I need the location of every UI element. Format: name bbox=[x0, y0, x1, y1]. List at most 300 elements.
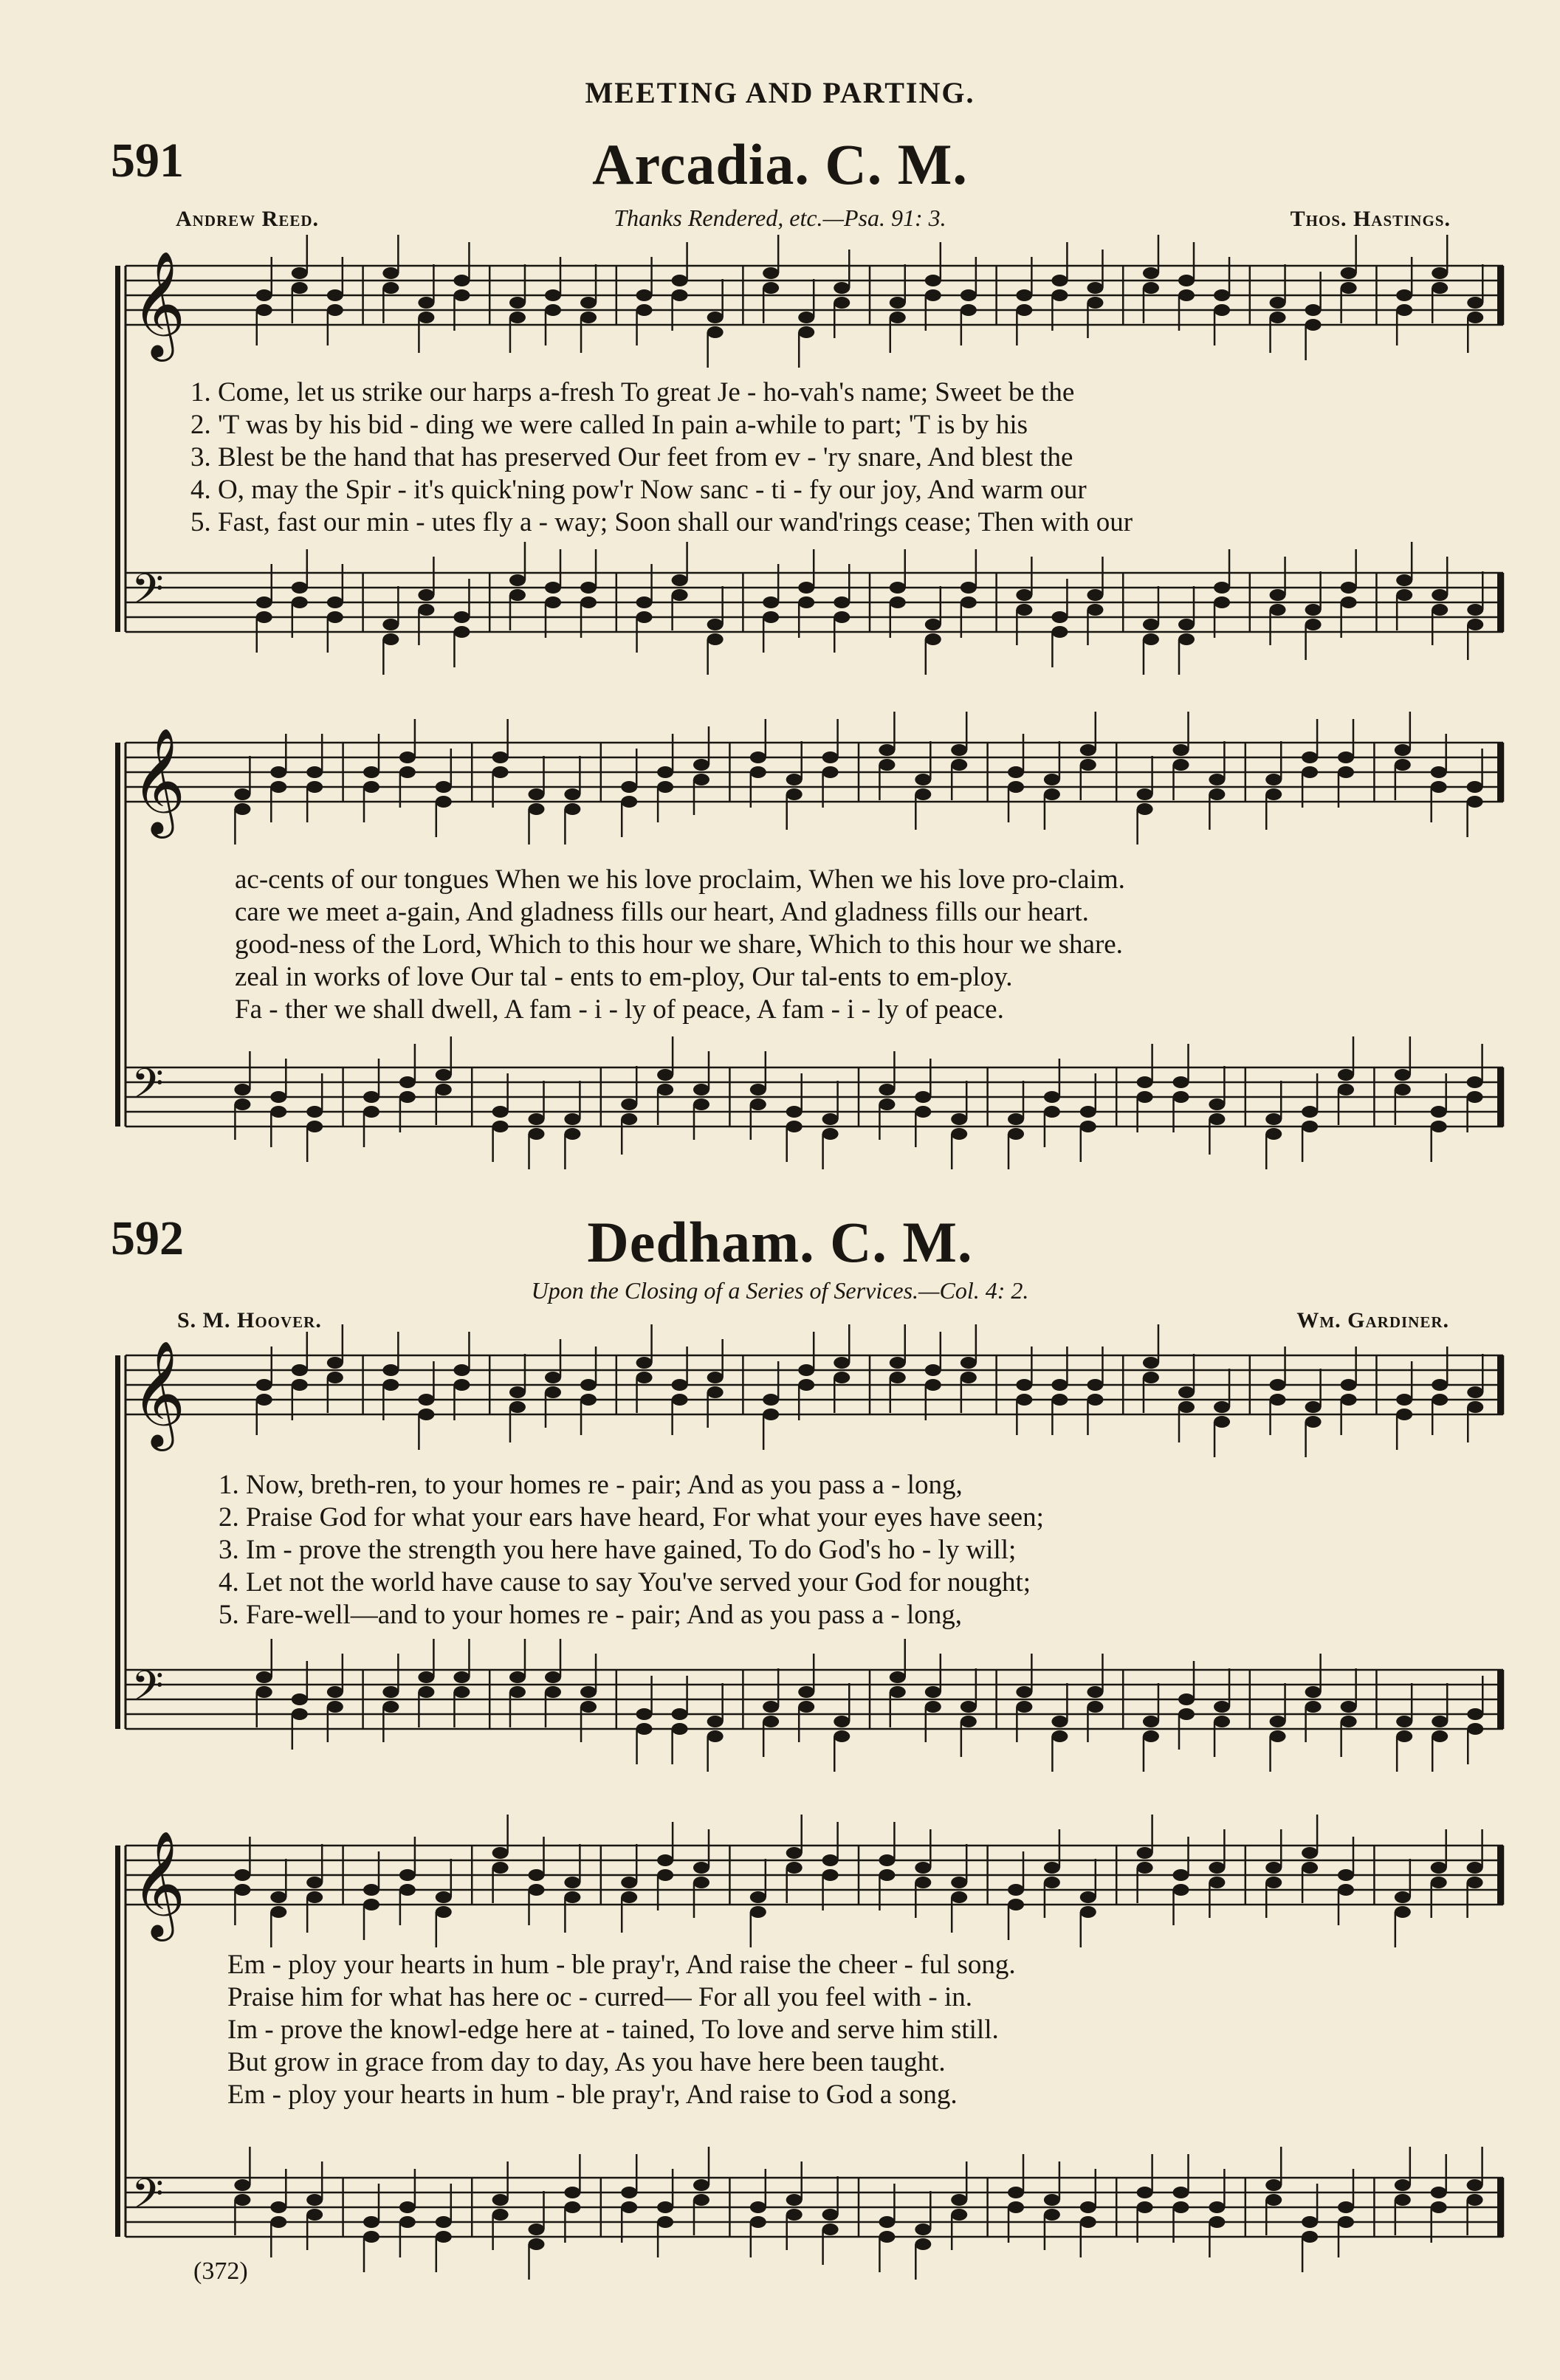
note-head bbox=[292, 596, 308, 608]
note-head bbox=[961, 596, 977, 608]
final-barline bbox=[1497, 1846, 1503, 1905]
note-head bbox=[1302, 1862, 1318, 1874]
note-head bbox=[1338, 2201, 1354, 2213]
note-head bbox=[1143, 282, 1159, 294]
note-head bbox=[1178, 1708, 1195, 1720]
note-head bbox=[399, 1869, 416, 1881]
note-head bbox=[453, 289, 470, 301]
note-head bbox=[580, 1686, 597, 1698]
note-head bbox=[382, 1379, 399, 1391]
note-head bbox=[672, 589, 688, 601]
note-head bbox=[1044, 1091, 1060, 1103]
note-head bbox=[693, 1084, 709, 1096]
note-head bbox=[1209, 774, 1225, 785]
note-head bbox=[1016, 1394, 1032, 1406]
note-head bbox=[564, 1128, 580, 1140]
note-head bbox=[1265, 774, 1282, 785]
note-head bbox=[306, 1891, 323, 1903]
note-head bbox=[509, 1386, 526, 1398]
note-head bbox=[492, 2209, 509, 2221]
note-head bbox=[292, 1379, 308, 1391]
note-head bbox=[1143, 1716, 1159, 1727]
note-head bbox=[1305, 1686, 1322, 1698]
note-head bbox=[363, 1899, 379, 1910]
bass-clef-icon: 𝄢 bbox=[131, 565, 164, 624]
note-head bbox=[822, 1128, 839, 1140]
note-head bbox=[693, 2179, 709, 2191]
note-head bbox=[915, 788, 931, 800]
note-head bbox=[1338, 752, 1354, 763]
hymn-number-591: 591 bbox=[111, 134, 184, 188]
note-head bbox=[1214, 1701, 1230, 1713]
bass-clef-icon: 𝄢 bbox=[131, 1662, 164, 1721]
system-brace bbox=[115, 266, 120, 632]
note-head bbox=[1143, 1730, 1159, 1742]
note-head bbox=[822, 752, 839, 763]
note-head bbox=[621, 796, 637, 808]
note-head bbox=[951, 1891, 967, 1903]
note-head bbox=[1467, 2179, 1483, 2191]
note-head bbox=[363, 766, 379, 778]
note-head bbox=[1143, 1372, 1159, 1383]
note-head bbox=[1302, 1121, 1318, 1132]
note-head bbox=[822, 766, 839, 778]
note-head bbox=[1467, 619, 1483, 630]
note-head bbox=[672, 574, 688, 586]
note-head bbox=[707, 1386, 724, 1398]
note-head bbox=[270, 2216, 286, 2228]
note-head bbox=[306, 781, 323, 793]
note-head bbox=[270, 2201, 286, 2213]
note-head bbox=[657, 1084, 673, 1096]
note-head bbox=[1431, 1877, 1447, 1888]
note-head bbox=[418, 1671, 434, 1683]
note-head bbox=[1143, 1357, 1159, 1369]
note-head bbox=[951, 1128, 967, 1140]
note-head bbox=[564, 803, 580, 815]
note-head bbox=[399, 1076, 416, 1088]
note-head bbox=[786, 1106, 803, 1118]
note-head bbox=[529, 1869, 545, 1881]
note-head bbox=[564, 1891, 580, 1903]
note-head bbox=[453, 1364, 470, 1376]
note-head bbox=[234, 788, 250, 800]
note-head bbox=[750, 1098, 766, 1110]
note-head bbox=[1173, 2201, 1189, 2213]
note-head bbox=[621, 1891, 637, 1903]
note-head bbox=[750, 1891, 766, 1903]
note-head bbox=[382, 619, 399, 630]
note-head bbox=[1143, 619, 1159, 630]
verse-line: good-ness of the Lord, Which to this hour we share, Which to this hour we share. bbox=[235, 929, 1123, 960]
note-head bbox=[564, 788, 580, 800]
note-head bbox=[1051, 1379, 1068, 1391]
note-head bbox=[492, 1106, 509, 1118]
subtitle-592: Upon the Closing of a Series of Services.—Col. 4: 2. bbox=[531, 1277, 1029, 1304]
note-head bbox=[1270, 589, 1286, 601]
note-head bbox=[399, 1884, 416, 1896]
note-head bbox=[418, 1394, 434, 1406]
verse-line: 1. Now, breth-ren, to your homes re - pair; And as you pass a - long, bbox=[219, 1470, 963, 1500]
note-head bbox=[327, 1372, 343, 1383]
note-head bbox=[1396, 574, 1412, 586]
note-head bbox=[1051, 289, 1068, 301]
note-head bbox=[1173, 1869, 1189, 1881]
note-head bbox=[306, 1877, 323, 1888]
verse-line: 4. O, may the Spir - it's quick'ning pow'r Now sanc - ti - fy our joy, And warm our bbox=[190, 475, 1087, 505]
note-head bbox=[961, 1716, 977, 1727]
note-head bbox=[1302, 766, 1318, 778]
note-head bbox=[363, 1091, 379, 1103]
note-head bbox=[879, 744, 895, 756]
note-head bbox=[951, 1113, 967, 1125]
note-head bbox=[951, 1877, 967, 1888]
note-head bbox=[1008, 1113, 1024, 1125]
note-head bbox=[1016, 604, 1032, 616]
note-head bbox=[1137, 1091, 1153, 1103]
note-head bbox=[890, 596, 906, 608]
note-head bbox=[672, 1394, 688, 1406]
note-head bbox=[509, 312, 526, 323]
note-head bbox=[418, 589, 434, 601]
note-head bbox=[1214, 289, 1230, 301]
treble-clef-icon: 𝄞 bbox=[131, 1831, 186, 1937]
note-head bbox=[256, 304, 272, 316]
note-head bbox=[657, 781, 673, 793]
note-head bbox=[529, 788, 545, 800]
note-head bbox=[1395, 759, 1411, 771]
note-head bbox=[1305, 619, 1322, 630]
note-head bbox=[621, 2201, 637, 2213]
author-592: S. M. Hoover. bbox=[177, 1308, 322, 1332]
note-head bbox=[1467, 2194, 1483, 2206]
note-head bbox=[1051, 1716, 1068, 1727]
note-head bbox=[707, 326, 724, 338]
note-head bbox=[1467, 297, 1483, 309]
final-barline bbox=[1497, 743, 1503, 802]
note-head bbox=[890, 582, 906, 594]
note-head bbox=[890, 1686, 906, 1698]
final-barline bbox=[1497, 2178, 1503, 2237]
note-head bbox=[1008, 1884, 1024, 1896]
note-head bbox=[1214, 582, 1230, 594]
note-head bbox=[453, 1671, 470, 1683]
note-head bbox=[399, 766, 416, 778]
page-number: (372) bbox=[193, 2257, 248, 2285]
running-head: MEETING AND PARTING. bbox=[585, 76, 975, 109]
note-head bbox=[545, 1386, 561, 1398]
note-head bbox=[1305, 1416, 1322, 1428]
note-head bbox=[925, 1379, 941, 1391]
verse-line: zeal in works of love Our tal - ents to em-ploy, Our tal-ents to em-ploy. bbox=[235, 962, 1013, 992]
note-head bbox=[798, 1686, 814, 1698]
note-head bbox=[436, 2216, 452, 2228]
note-head bbox=[292, 1364, 308, 1376]
note-head bbox=[951, 2194, 967, 2206]
note-head bbox=[693, 1098, 709, 1110]
note-head bbox=[1432, 604, 1448, 616]
note-head bbox=[270, 781, 286, 793]
note-head bbox=[1265, 1877, 1282, 1888]
note-head bbox=[786, 788, 803, 800]
note-head bbox=[363, 1106, 379, 1118]
composer-592: Wm. Gardiner. bbox=[1296, 1308, 1449, 1332]
note-head bbox=[545, 304, 561, 316]
note-head bbox=[1087, 1379, 1103, 1391]
note-head bbox=[399, 752, 416, 763]
note-head bbox=[1087, 1394, 1103, 1406]
note-head bbox=[256, 1379, 272, 1391]
note-head bbox=[1341, 1394, 1357, 1406]
note-head bbox=[399, 1091, 416, 1103]
note-head bbox=[1016, 1701, 1032, 1713]
note-head bbox=[1302, 1847, 1318, 1859]
note-head bbox=[382, 282, 399, 294]
note-head bbox=[1143, 267, 1159, 279]
note-head bbox=[750, 1906, 766, 1918]
note-head bbox=[1051, 275, 1068, 286]
note-head bbox=[1016, 304, 1032, 316]
note-head bbox=[1338, 2216, 1354, 2228]
note-head bbox=[707, 312, 724, 323]
note-head bbox=[545, 1372, 561, 1383]
note-head bbox=[234, 803, 250, 815]
note-head bbox=[509, 297, 526, 309]
note-head bbox=[925, 1701, 941, 1713]
final-barline bbox=[1497, 573, 1503, 632]
note-head bbox=[256, 1686, 272, 1698]
note-head bbox=[1080, 1106, 1096, 1118]
note-head bbox=[621, 1113, 637, 1125]
note-head bbox=[1467, 781, 1483, 793]
final-barline bbox=[1497, 266, 1503, 325]
note-head bbox=[234, 1084, 250, 1096]
note-head bbox=[890, 312, 906, 323]
note-head bbox=[1080, 744, 1096, 756]
note-head bbox=[529, 1113, 545, 1125]
note-head bbox=[1137, 1076, 1153, 1088]
note-head bbox=[453, 275, 470, 286]
note-head bbox=[492, 1862, 509, 1874]
note-head bbox=[798, 1364, 814, 1376]
note-head bbox=[580, 596, 597, 608]
note-head bbox=[382, 267, 399, 279]
note-head bbox=[822, 1113, 839, 1125]
note-head bbox=[951, 759, 967, 771]
note-head bbox=[306, 1106, 323, 1118]
author-591: Andrew Reed. bbox=[176, 207, 320, 231]
final-barline bbox=[1497, 1067, 1503, 1127]
note-head bbox=[1432, 267, 1448, 279]
note-head bbox=[1302, 2231, 1318, 2243]
note-head bbox=[1270, 297, 1286, 309]
note-head bbox=[1080, 1906, 1096, 1918]
note-head bbox=[270, 1091, 286, 1103]
note-head bbox=[1395, 1891, 1411, 1903]
note-head bbox=[292, 1708, 308, 1720]
note-head bbox=[834, 1716, 850, 1727]
verse-line: 3. Im - prove the strength you here have gained, To do God's ho - ly will; bbox=[219, 1535, 1017, 1565]
note-head bbox=[580, 1701, 597, 1713]
note-head bbox=[1080, 1121, 1096, 1132]
system-brace bbox=[115, 743, 120, 1127]
bass-clef-icon: 𝄢 bbox=[131, 1060, 164, 1118]
note-head bbox=[672, 1708, 688, 1720]
note-head bbox=[1432, 589, 1448, 601]
note-head bbox=[418, 604, 434, 616]
verse-line: 5. Fare-well—and to your homes re - pair; And as you pass a - long, bbox=[219, 1600, 963, 1630]
note-head bbox=[879, 2216, 895, 2228]
note-head bbox=[879, 1098, 895, 1110]
note-head bbox=[327, 1686, 343, 1698]
note-head bbox=[509, 574, 526, 586]
note-head bbox=[1209, 2216, 1225, 2228]
note-head bbox=[693, 759, 709, 771]
note-head bbox=[1467, 312, 1483, 323]
note-head bbox=[509, 1401, 526, 1413]
bass-clef-icon: 𝄢 bbox=[131, 2170, 164, 2229]
note-head bbox=[1051, 611, 1068, 623]
note-head bbox=[564, 2187, 580, 2198]
note-head bbox=[509, 589, 526, 601]
note-head bbox=[1173, 1076, 1189, 1088]
note-head bbox=[915, 1106, 931, 1118]
note-head bbox=[1302, 2216, 1318, 2228]
note-head bbox=[1302, 752, 1318, 763]
note-head bbox=[925, 633, 941, 645]
note-head bbox=[890, 1372, 906, 1383]
note-head bbox=[707, 1372, 724, 1383]
note-head bbox=[1137, 1847, 1153, 1859]
note-head bbox=[399, 2216, 416, 2228]
note-head bbox=[1173, 759, 1189, 771]
note-head bbox=[1080, 1891, 1096, 1903]
note-head bbox=[509, 1686, 526, 1698]
note-head bbox=[492, 2194, 509, 2206]
note-head bbox=[798, 596, 814, 608]
note-head bbox=[1051, 626, 1068, 638]
note-head bbox=[763, 1409, 779, 1420]
note-head bbox=[545, 1686, 561, 1698]
note-head bbox=[1270, 1716, 1286, 1727]
note-head bbox=[1087, 282, 1103, 294]
note-head bbox=[636, 596, 653, 608]
note-head bbox=[879, 759, 895, 771]
note-head bbox=[1431, 2187, 1447, 2198]
note-head bbox=[1173, 1884, 1189, 1896]
note-head bbox=[1087, 589, 1103, 601]
note-head bbox=[1467, 1708, 1483, 1720]
hymn-title-592: Dedham. C. M. bbox=[587, 1210, 973, 1274]
note-head bbox=[1173, 1091, 1189, 1103]
note-head bbox=[925, 1686, 941, 1698]
note-head bbox=[545, 596, 561, 608]
note-head bbox=[529, 803, 545, 815]
note-head bbox=[1209, 1098, 1225, 1110]
note-head bbox=[492, 1121, 509, 1132]
note-head bbox=[1270, 1379, 1286, 1391]
note-head bbox=[1209, 788, 1225, 800]
note-head bbox=[657, 1869, 673, 1881]
note-head bbox=[763, 1394, 779, 1406]
note-head bbox=[436, 1906, 452, 1918]
note-head bbox=[1305, 319, 1322, 331]
note-head bbox=[327, 611, 343, 623]
note-head bbox=[418, 312, 434, 323]
note-head bbox=[786, 1121, 803, 1132]
note-head bbox=[1016, 589, 1032, 601]
note-head bbox=[636, 611, 653, 623]
note-head bbox=[492, 752, 509, 763]
note-head bbox=[1432, 282, 1448, 294]
note-head bbox=[834, 1372, 850, 1383]
note-head bbox=[270, 1106, 286, 1118]
note-head bbox=[786, 1862, 803, 1874]
note-head bbox=[453, 626, 470, 638]
note-head bbox=[621, 781, 637, 793]
note-head bbox=[1467, 796, 1483, 808]
note-head bbox=[1087, 297, 1103, 309]
note-head bbox=[1080, 2201, 1096, 2213]
note-head bbox=[915, 774, 931, 785]
note-head bbox=[292, 582, 308, 594]
note-head bbox=[327, 1357, 343, 1369]
note-head bbox=[763, 1716, 779, 1727]
note-head bbox=[1137, 1862, 1153, 1874]
note-head bbox=[915, 1877, 931, 1888]
note-head bbox=[1396, 304, 1412, 316]
note-head bbox=[672, 275, 688, 286]
note-head bbox=[961, 1701, 977, 1713]
note-head bbox=[693, 774, 709, 785]
note-head bbox=[1467, 604, 1483, 616]
note-head bbox=[925, 1364, 941, 1376]
note-head bbox=[256, 611, 272, 623]
note-head bbox=[834, 596, 850, 608]
note-head bbox=[1396, 289, 1412, 301]
note-head bbox=[1178, 1386, 1195, 1398]
note-head bbox=[1209, 1862, 1225, 1874]
note-head bbox=[418, 297, 434, 309]
note-head bbox=[327, 289, 343, 301]
note-head bbox=[327, 304, 343, 316]
note-head bbox=[636, 289, 653, 301]
note-head bbox=[234, 1098, 250, 1110]
note-head bbox=[234, 2179, 250, 2191]
note-head bbox=[580, 297, 597, 309]
note-head bbox=[1305, 1401, 1322, 1413]
note-head bbox=[822, 1854, 839, 1866]
note-head bbox=[636, 304, 653, 316]
note-head bbox=[1431, 1121, 1447, 1132]
note-head bbox=[786, 2194, 803, 2206]
note-head bbox=[382, 1701, 399, 1713]
note-head bbox=[1178, 289, 1195, 301]
subtitle-591: Thanks Rendered, etc.—Psa. 91: 3. bbox=[614, 204, 946, 231]
note-head bbox=[436, 781, 452, 793]
note-head bbox=[418, 1686, 434, 1698]
note-head bbox=[1008, 1899, 1024, 1910]
note-head bbox=[1265, 788, 1282, 800]
note-head bbox=[1008, 1128, 1024, 1140]
note-head bbox=[834, 282, 850, 294]
verse-line: ac-cents of our tongues When we his love proclaim, When we his love pro-claim. bbox=[235, 864, 1125, 895]
note-head bbox=[1265, 1113, 1282, 1125]
note-head bbox=[1270, 1730, 1286, 1742]
treble-clef-icon: 𝄞 bbox=[131, 1341, 186, 1447]
verse-line: Em - ploy your hearts in hum - ble pray'r, And raise to God a song. bbox=[227, 2080, 958, 2110]
note-head bbox=[636, 1708, 653, 1720]
